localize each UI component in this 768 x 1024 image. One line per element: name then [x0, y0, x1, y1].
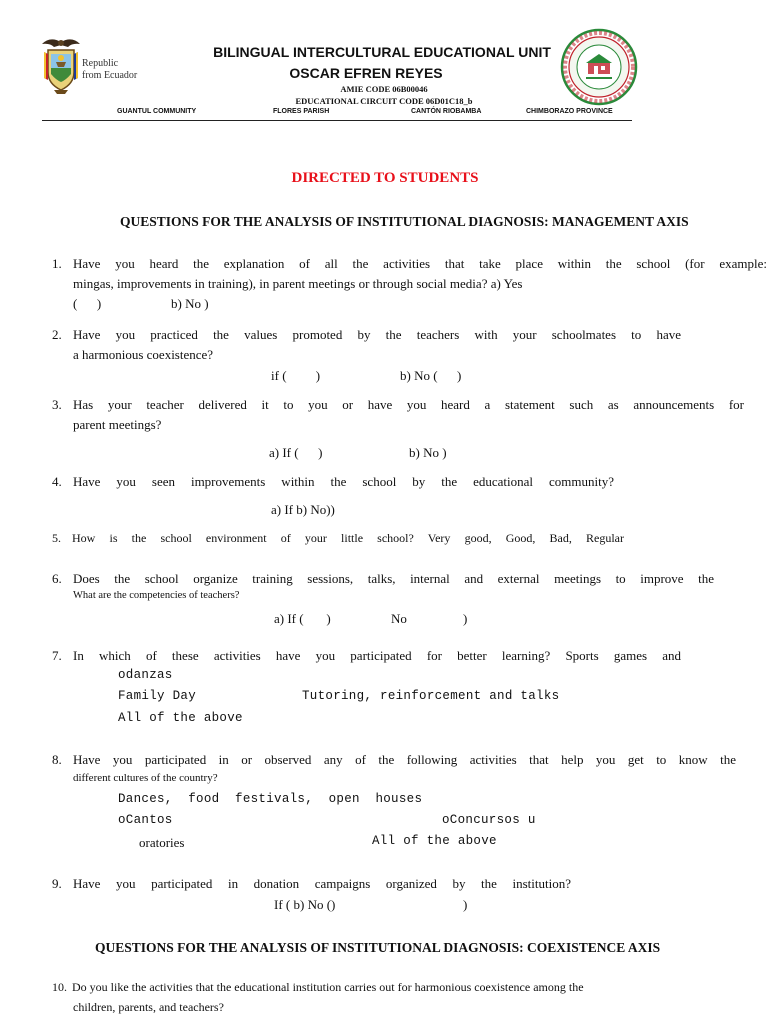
question-number: 7. — [52, 648, 62, 663]
canton-label: CANTÓN RIOBAMBA — [411, 108, 482, 115]
header-divider — [42, 120, 632, 121]
circuit-code: EDUCATIONAL CIRCUIT CODE 06D01C18_b — [295, 96, 473, 106]
answer-option: ) — [463, 897, 468, 912]
question-text: What are the competencies of teachers? — [73, 590, 240, 601]
parish-label: FLORES PARISH — [273, 108, 330, 115]
answer-option: oCantos — [118, 813, 173, 827]
answer-option: a) If ( ) — [269, 445, 323, 460]
answer-option: b) No ( ) — [400, 368, 462, 383]
question-text: Have you participated in donation campaigns organized by the institution? — [73, 876, 571, 891]
province-label: CHIMBORAZO PROVINCE — [526, 108, 613, 115]
answer-option: Tutoring, reinforcement and talks — [302, 689, 560, 703]
question-text: parent meetings? — [73, 417, 162, 432]
amie-code: AMIE CODE 06B00046 — [340, 84, 428, 94]
community-label: GUANTUL COMMUNITY — [117, 108, 197, 115]
republic-line2: from Ecuador — [82, 70, 138, 81]
answer-option: If ( b) No () — [274, 897, 336, 912]
answer-option: a) If ( ) — [274, 611, 331, 626]
answer-option: ) — [463, 611, 468, 626]
answer-option: b) No ) — [171, 296, 209, 311]
question-number: 2. — [52, 327, 62, 342]
answer-option: a) If b) No)) — [271, 502, 335, 517]
question-text: Have you participated in or observed any of the following activities that help you get to know the — [73, 752, 736, 767]
school-seal-icon — [560, 28, 638, 106]
answer-option: ( ) — [73, 296, 102, 311]
directed-title: DIRECTED TO STUDENTS — [291, 170, 479, 186]
question-number: 10. — [52, 980, 67, 994]
answer-option: odanzas — [118, 668, 173, 682]
question-text: Do you like the activities that the educational institution carries out for harmonious coexistence among the — [72, 980, 584, 994]
question-text: Have you seen improvements within the school by the educational community? — [73, 474, 614, 489]
question-text: Have you practiced the values promoted by the teachers with your schoolmates to have — [73, 327, 681, 342]
question-text: mingas, improvements in training), in parent meetings or through social media? a) Yes — [73, 276, 523, 291]
question-text: Does the school organize training sessions, talks, internal and external meetings to improve the — [73, 571, 714, 586]
section-title-coexistence: QUESTIONS FOR THE ANALYSIS OF INSTITUTIONAL DIAGNOSIS: COEXISTENCE AXIS — [95, 940, 661, 955]
answer-option: b) No ) — [409, 445, 447, 460]
question-text: a harmonious coexistence? — [73, 347, 214, 362]
question-text: Has your teacher delivered it to you or have you heard a statement such as announcements for — [73, 397, 744, 412]
question-number: 9. — [52, 876, 62, 891]
question-text: Have you heard the explanation of all the activities that take place within the school (for example: — [73, 256, 767, 271]
question-number: 3. — [52, 397, 62, 412]
republic-line1: Republic — [82, 58, 119, 69]
header-title-1: BILINGUAL INTERCULTURAL EDUCATIONAL UNIT — [213, 44, 551, 60]
question-text: children, parents, and teachers? — [73, 1000, 224, 1014]
answer-option: Family Day — [118, 689, 197, 703]
question-text: different cultures of the country? — [73, 772, 218, 784]
header-title-2: OSCAR EFREN REYES — [289, 65, 443, 81]
answer-option: All of the above — [372, 834, 497, 848]
question-number: 4. — [52, 474, 62, 489]
question-text: How is the school environment of your little school? Very good, Good, Bad, Regular — [72, 531, 624, 545]
question-number: 6. — [52, 571, 62, 586]
section-title-management: QUESTIONS FOR THE ANALYSIS OF INSTITUTIONAL DIAGNOSIS: MANAGEMENT AXIS — [120, 214, 689, 229]
answer-option: No — [391, 611, 407, 626]
question-number: 1. — [52, 256, 62, 271]
answer-option: All of the above — [118, 711, 243, 725]
answer-option: Dances, food festivals, open houses — [118, 792, 423, 806]
answer-option: if ( ) — [271, 368, 321, 383]
question-text: In which of these activities have you participated for better learning? Sports games and — [73, 648, 681, 663]
answer-option: oratories — [139, 835, 185, 850]
question-number: 5. — [52, 531, 61, 545]
answer-option: oConcursos u — [442, 813, 536, 827]
question-number: 8. — [52, 752, 62, 767]
